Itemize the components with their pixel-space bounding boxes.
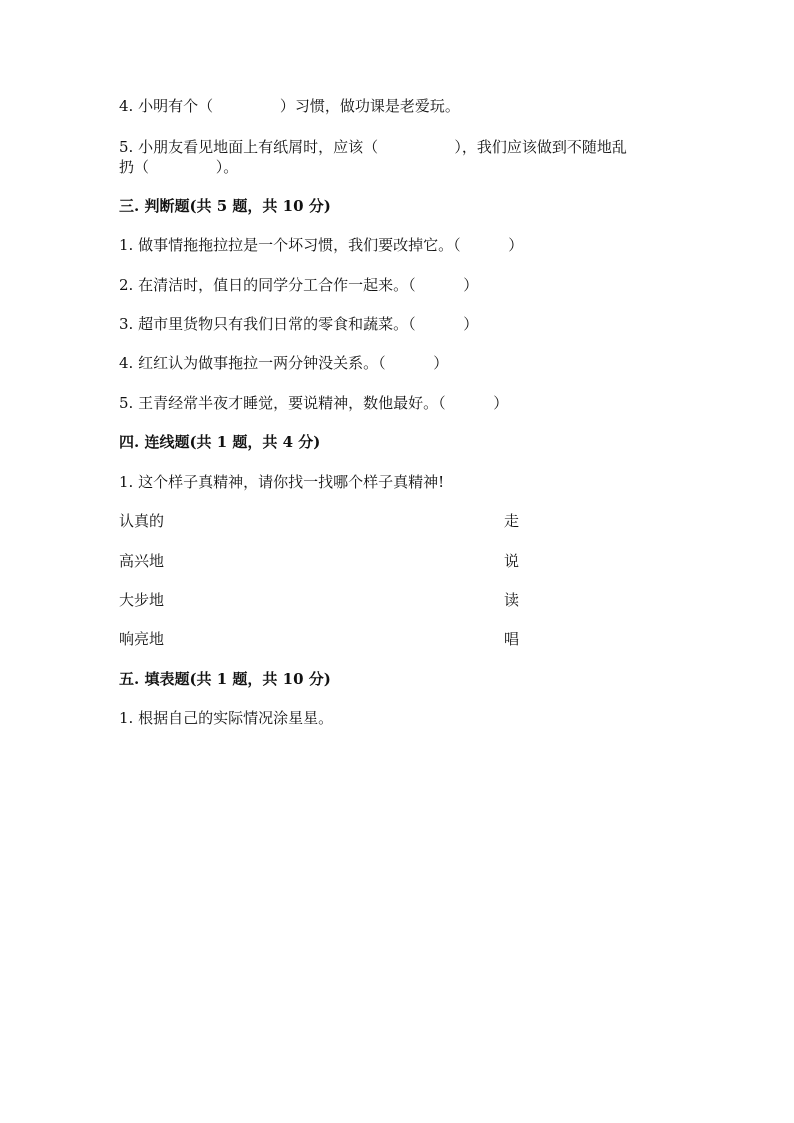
matching-left-4: 响亮地	[119, 630, 165, 648]
section-heading-table: 五. 填表题(共 1 题，共 10 分)	[119, 670, 331, 688]
matching-right-3: 读	[504, 591, 520, 609]
fill-blank-item-4: 4. 小明有个（ ）习惯，做功课是老爱玩。	[119, 97, 460, 115]
judgment-item-5: 5. 王青经常半夜才睡觉，要说精神，数他最好。（ ）	[119, 394, 509, 412]
fill-blank-item-5-line2: 扔（ ）。	[119, 158, 239, 176]
fill-blank-item-5-line1: 5. 小朋友看见地面上有纸屑时，应该（ ），我们应该做到不随地乱	[119, 138, 627, 156]
matching-left-1: 认真的	[119, 512, 165, 530]
section-heading-matching: 四. 连线题(共 1 题，共 4 分)	[119, 433, 321, 451]
matching-right-2: 说	[504, 552, 520, 570]
judgment-item-1: 1. 做事情拖拖拉拉是一个坏习惯，我们要改掉它。（ ）	[119, 236, 524, 254]
matching-question: 1. 这个样子真精神，请你找一找哪个样子真精神!	[119, 473, 445, 491]
section-heading-judgment: 三. 判断题(共 5 题，共 10 分)	[119, 197, 331, 215]
matching-left-3: 大步地	[119, 591, 165, 609]
judgment-item-2: 2. 在清洁时，值日的同学分工合作一起来。（ ）	[119, 276, 479, 294]
judgment-item-3: 3. 超市里货物只有我们日常的零食和蔬菜。（ ）	[119, 315, 479, 333]
matching-left-2: 高兴地	[119, 552, 165, 570]
table-question: 1. 根据自己的实际情况涂星星。	[119, 709, 334, 727]
judgment-item-4: 4. 红红认为做事拖拉一两分钟没关系。（ ）	[119, 354, 449, 372]
matching-right-1: 走	[504, 512, 520, 530]
matching-right-4: 唱	[504, 630, 520, 648]
